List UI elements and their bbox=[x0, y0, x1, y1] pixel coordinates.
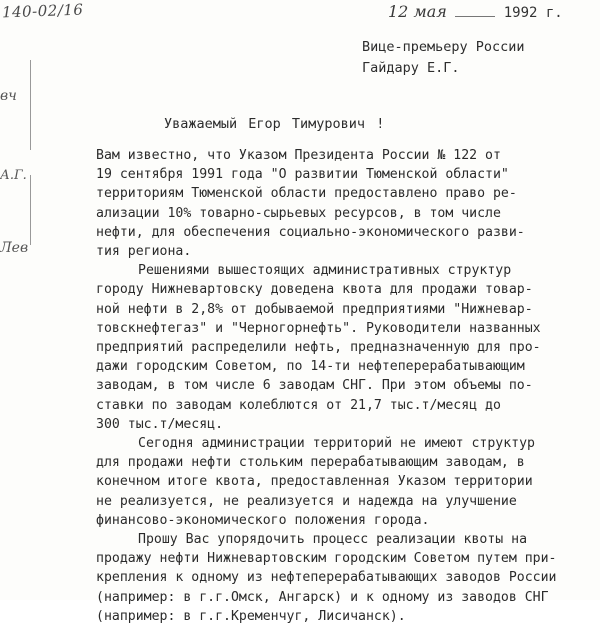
text-line: конечном итоге квота, предоставленная Указом территории bbox=[96, 474, 533, 490]
addressee-name: Гайдару Е.Г. bbox=[362, 60, 460, 76]
text-line: Решениями вышестоящих административных структур bbox=[138, 263, 512, 279]
text-line: предприятий распределили нефть, предназначенную для про- bbox=[96, 340, 541, 356]
paragraph-4 bbox=[96, 530, 557, 626]
paragraph-2 bbox=[96, 261, 541, 434]
text-line: 19 сентября 1991 года "О развитии Тюменской области" bbox=[96, 167, 509, 183]
text-line: продажу нефти Нижневартовским городским Советом путем при- bbox=[96, 551, 557, 567]
text-line: крепления к одному из нефтеперерабатывающих заводов России bbox=[96, 570, 557, 586]
text-line: ной нефти в 2,8% от добываемой предприятиями "Нижневар- bbox=[96, 301, 533, 317]
addressee-block bbox=[362, 37, 525, 79]
text-line: (например: в г.г.Омск, Ангарск) и к одному из заводов СНГ bbox=[96, 589, 549, 605]
text-line: ставки по заводам колеблются от 21,7 тыс.т/месяц до bbox=[96, 397, 501, 413]
text-line: не реализуется, не реализуется и надежда на улучшение bbox=[96, 493, 517, 509]
margin-annotation: Лев bbox=[0, 240, 29, 256]
text-line: ализации 10% товарно-сырьевых ресурсов, в том числе bbox=[96, 205, 501, 221]
text-line: 300 тыс.т/месяц. bbox=[96, 416, 224, 432]
margin-annotation: вч bbox=[0, 88, 17, 104]
text-line: городу Нижневартовску доведена квота для продажи товар- bbox=[96, 282, 533, 298]
paragraph-1 bbox=[96, 146, 525, 261]
margin-annotation: А.Г. bbox=[0, 168, 27, 183]
paragraph-3 bbox=[96, 434, 535, 530]
date-year: 1992 г. bbox=[503, 5, 563, 21]
date-day-month: 12 мая bbox=[388, 2, 447, 21]
text-line: для продажи нефти стольким перерабатывающим заводам, в bbox=[96, 455, 525, 471]
text-line: заводам, в том числе 6 заводам СНГ. При этом объемы по- bbox=[96, 378, 533, 394]
margin-divider bbox=[30, 175, 31, 245]
text-line: тия региона. bbox=[96, 244, 192, 260]
text-line: Сегодня администрации территорий не имеют структур bbox=[138, 436, 535, 452]
salutation: Уважаемый Егор Тимурович ! bbox=[164, 116, 385, 132]
text-line: территориям Тюменской области предоставлено право ре- bbox=[96, 186, 517, 202]
date-underline bbox=[455, 15, 495, 17]
text-line: товскнефтегаз" и "Черногорнефть". Руководители названных bbox=[96, 320, 541, 336]
margin-divider bbox=[30, 60, 31, 150]
text-line: Вам известно, что Указом Президента России № 122 от bbox=[96, 148, 501, 163]
letter-body bbox=[96, 146, 557, 626]
text-line: финансово-экономического положения города. bbox=[96, 512, 430, 528]
text-line: (например: в г.г.Кременчуг, Лисичанск). bbox=[96, 608, 406, 624]
handwritten-reference-number: 140-02/16 bbox=[1, 0, 84, 22]
letter-date bbox=[388, 2, 563, 21]
text-line: нефти, для обеспечения социально-экономического разви- bbox=[96, 224, 525, 240]
text-line: дажи городским Советом, по 14-ти нефтеперерабатывающим bbox=[96, 359, 525, 375]
text-line: Прошу Вас упорядочить процесс реализации квоты на bbox=[138, 532, 528, 548]
addressee-title: Вице-премьеру России bbox=[362, 39, 525, 55]
